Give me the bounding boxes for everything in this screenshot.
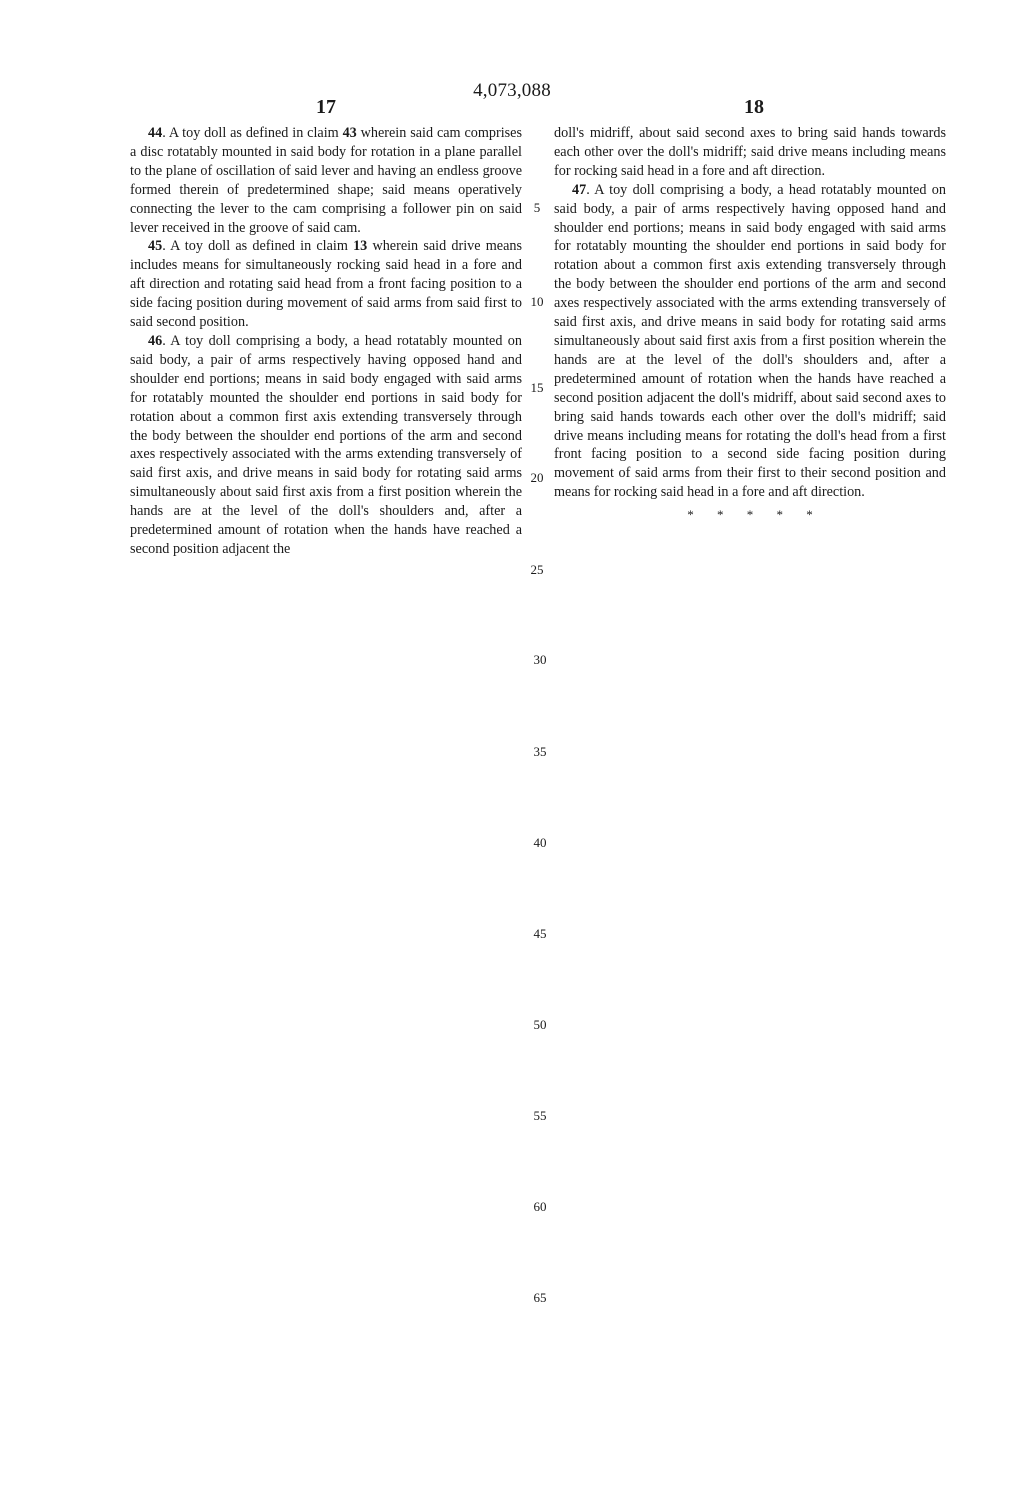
line-number: 45 (533, 926, 547, 941)
right-column-number: 18 (744, 96, 764, 118)
left-column (130, 124, 522, 559)
line-number: 55 (533, 1108, 547, 1123)
right-column (554, 124, 946, 525)
line-number: 50 (533, 1017, 547, 1032)
line-number: 65 (533, 1290, 547, 1305)
claim-46-continuation: doll's midriff, about said second axes to bring said hands towards each other over the doll's midriff; said drive means including means for rocking said head in a fore and aft direction. (554, 125, 946, 179)
line-number: 15 (530, 380, 544, 395)
line-number: 60 (533, 1199, 547, 1214)
claim-44: 44. A toy doll as defined in claim 43 wherein said cam comprises a disc rotatably mounted in said body for rotation in a plane parallel to the plane of oscillation of said lever and having an endless groove formed therein of predetermined shape; said means operatively connecting the lever to the cam comprising a follower pin on said lever received in the groove of said cam. (130, 125, 522, 236)
claim-45: 45. A toy doll as defined in claim 13 wherein said drive means includes means for simultaneously rocking said head in a fore and aft direction and rotating said head from a front facing position to a side facing position during movement of said arms from said first to said second position. (130, 238, 522, 331)
line-number: 35 (533, 744, 547, 759)
line-number: 40 (533, 835, 547, 850)
left-column-number: 17 (316, 96, 336, 118)
line-number: 30 (533, 652, 547, 667)
line-number: 25 (530, 562, 544, 577)
line-number: 20 (530, 470, 544, 485)
line-number: 5 (533, 200, 541, 215)
line-number: 10 (530, 294, 544, 309)
end-marker: * * * * * (687, 507, 823, 523)
claim-47: 47. A toy doll comprising a body, a head rotatably mounted on said body, a pair of arms respectively having opposed hand and shoulder end portions; means in said body engaged with said arms for rotatably mounting the shoulder end portions in said body for rotation about a common first axis extending transversely through the body between the shoulder end portions of the arm and second axes respectively associated with the arms extending transversely of said first axis, and drive means in said body for rotating said arms simultaneously about said first axis from a first position wherein the hands are at the level of the doll's shoulders and, after a predetermined amount of rotation when the hands have reached a second position adjacent the doll's midriff, about said second axes to bring said hands towards each other over the doll's midriff; said drive means including means for rotating the doll's head from a first front facing position to a second side facing position during movement of said arms from their first to their second position and means for rocking said head in a fore and aft direction. (554, 181, 946, 501)
patent-number: 4,073,088 (473, 80, 551, 101)
claim-46: 46. A toy doll comprising a body, a head rotatably mounted on said body, a pair of arms respectively having opposed hand and shoulder end portions; means in said body engaged with said arms for rotatably mounted the shoulder end portions in said body for rotation about a common first axis extending transversely through the body between the shoulder end portions of the arm and second axes respectively associated with the arms extending transversely of said first axis, and drive means in said body for rotating said arms simultaneously about said first axis from a first position wherein the hands are at the level of the doll's shoulders and, after a predetermined amount of rotation when the hands have reached a second position adjacent the (130, 332, 522, 557)
